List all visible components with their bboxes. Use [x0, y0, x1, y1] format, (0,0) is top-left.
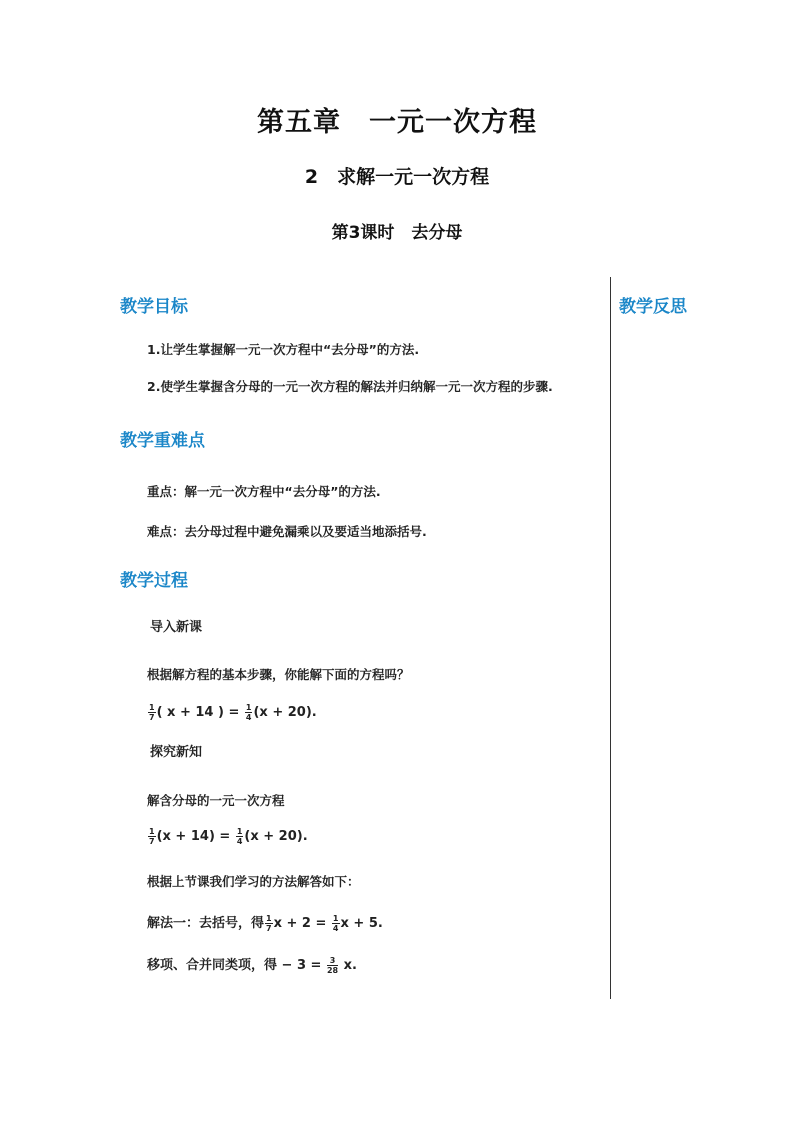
intro-label: 导入新课 — [150, 620, 203, 635]
fraction: $\frac{1}{7}$ — [149, 703, 155, 722]
key-points-heading: 教学重难点 — [120, 431, 205, 451]
focus-text: 重点：解一元一次方程中“去分母”的方法. — [147, 484, 381, 499]
process-heading: 教学过程 — [120, 571, 188, 591]
column-divider — [610, 277, 611, 999]
fraction: $\frac{1}{7}$ — [149, 827, 155, 846]
objective-item-2: 2.使学生掌握含分母的一元一次方程的解法并归纳解一元一次方程的步骤. — [147, 379, 553, 394]
equation-1: $\frac{1}{7}$ ( x + 14 ) = $\frac{1}{4}$ (x + 20). — [149, 703, 317, 722]
method-intro: 根据上节课我们学习的方法解答如下： — [147, 874, 360, 889]
lesson-title: 第3课时 去分母 — [331, 223, 463, 243]
fraction: $\frac{1}{4}$ — [245, 703, 252, 722]
method-1-line: 解法一：去括号，得 $\frac{1}{7}$ x + 2 = $\frac{1}{4}$ x + 5. — [147, 914, 383, 933]
fraction: $\frac{1}{4}$ — [236, 827, 243, 846]
fraction: $\frac{3}{28}$ — [326, 956, 339, 975]
fraction: $\frac{1}{4}$ — [332, 914, 339, 933]
intro-question: 根据解方程的基本步骤，你能解下面的方程吗？ — [147, 667, 410, 682]
fraction: $\frac{1}{7}$ — [266, 914, 272, 933]
explore-label: 探究新知 — [150, 745, 203, 760]
reflection-heading: 教学反思 — [619, 297, 687, 317]
difficulty-text: 难点：去分母过程中避免漏乘以及要适当地添括号. — [147, 524, 427, 539]
equation-2: $\frac{1}{7}$ (x + 14) = $\frac{1}{4}$ (x + 20). — [149, 827, 308, 846]
objective-item-1: 1.让学生掌握解一元一次方程中“去分母”的方法. — [147, 342, 420, 357]
step-2-line: 移项、合并同类项，得 − 3 = $\frac{3}{28}$ x. — [147, 956, 357, 975]
objectives-heading: 教学目标 — [120, 297, 188, 317]
chapter-title: 第五章 一元一次方程 — [257, 107, 537, 138]
explore-title: 解含分母的一元一次方程 — [147, 793, 285, 808]
section-title: 2 求解一元一次方程 — [304, 166, 490, 188]
